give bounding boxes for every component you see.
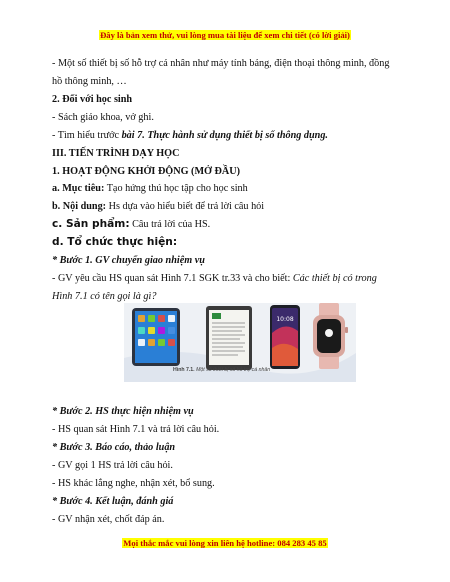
label: b. Nội dung: — [52, 201, 107, 212]
label: a. Mục tiêu: — [52, 183, 105, 194]
caption-label: Hình 7.1. — [173, 367, 195, 373]
svg-text:10:08: 10:08 — [276, 316, 294, 323]
tablet-icon — [132, 308, 180, 366]
text-line: - HS khác lắng nghe, nhận xét, bổ sung. — [52, 478, 215, 489]
section-heading: III. TIẾN TRÌNH DẠY HỌC — [52, 148, 180, 159]
text-run: Tạo hứng thú học tập cho học sinh — [104, 183, 248, 194]
bottom-banner-text: Mọi thắc mắc vui lòng xin liên hệ hotline: 084 283 45 85 — [123, 538, 327, 548]
text-line — [52, 218, 210, 231]
step-heading: * Bước 4. Kết luận, đánh giá — [52, 496, 174, 507]
smartwatch-icon — [313, 303, 348, 369]
text-line: - GV gọi 1 HS trả lời câu hỏi. — [52, 460, 173, 471]
text-line: - GV nhận xét, chốt đáp án. — [52, 514, 165, 525]
top-banner-text: Đây là bản xem thử, vui lòng mua tài liệu để xem chi tiết (có lời giải) — [100, 30, 350, 40]
text-line — [52, 129, 328, 142]
section-heading: d. Tổ chức thực hiện: — [52, 236, 178, 248]
smartphone-icon — [270, 305, 300, 369]
section-heading: 1. HOẠT ĐỘNG KHỞI ĐỘNG (MỞ ĐẦU) — [52, 166, 240, 177]
bottom-hotline-banner — [0, 533, 450, 551]
label: c. Sản phẩm: — [52, 218, 130, 230]
section-heading: 2. Đối với học sinh — [52, 94, 133, 105]
text-line: hồ thông minh, … — [52, 76, 127, 87]
text-run: - Tìm hiểu trước — [52, 130, 122, 141]
step-heading: * Bước 1. GV chuyển giao nhiệm vụ — [52, 255, 205, 266]
top-preview-banner — [0, 25, 450, 43]
text-line: - Một số thiết bị số hỗ trợ cá nhân như máy tính bảng, điện thoại thông minh, đồng — [52, 58, 390, 69]
ebook-reader-icon — [206, 306, 252, 370]
step-heading: * Bước 3. Báo cáo, thảo luận — [52, 442, 176, 453]
text-run: - GV yêu cầu HS quan sát Hình 7.1 SGK tr.33 và cho biết: — [52, 273, 293, 284]
lesson-reference: bài 7. Thực hành sử dụng thiết bị số thông dụng. — [121, 130, 328, 141]
text-line — [52, 200, 264, 213]
caption-text: Một số thiết bị số hỗ trợ cá nhân — [194, 367, 271, 373]
text-line: - Sách giáo khoa, vở ghi. — [52, 112, 154, 123]
text-line — [52, 182, 248, 195]
question-text: Các thiết bị có trong — [292, 273, 377, 284]
question-text: Hình 7.1 có tên gọi là gì? — [52, 291, 157, 302]
text-run: Hs dựa vào hiểu biết để trả lời câu hỏi — [106, 201, 265, 212]
step-heading: * Bước 2. HS thực hiện nhiệm vụ — [52, 406, 194, 417]
figure-caption — [173, 367, 270, 373]
text-line — [52, 272, 377, 285]
text-line: - HS quan sát Hình 7.1 và trả lời câu hỏi. — [52, 424, 220, 435]
text-run: Câu trả lời của HS. — [129, 219, 211, 230]
